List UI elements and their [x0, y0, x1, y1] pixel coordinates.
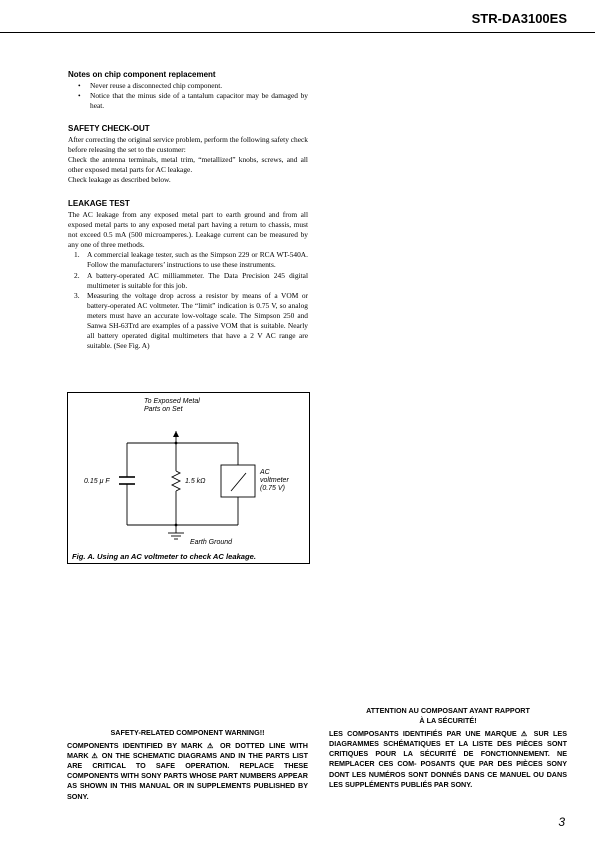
chip-notes-title: Notes on chip component replacement — [68, 70, 216, 79]
leakage-method-item — [68, 250, 308, 270]
item-number: 2. — [74, 270, 80, 280]
leakage-test-section — [68, 199, 308, 351]
probe-label-line2: Parts on Set — [144, 406, 183, 413]
item-number: 1. — [74, 250, 80, 260]
leakage-method-item — [68, 271, 308, 291]
safety-warning-en — [67, 728, 308, 802]
page-number: 3 — [558, 815, 565, 829]
voltmeter-label-line1: AC — [260, 469, 270, 476]
leakage-methods-list — [68, 250, 308, 351]
safety-check-text: Check the antenna terminals, metal trim, “metallized” knobs, screws, and all other exposed metal parts for AC leakage. — [68, 155, 308, 175]
resistor-zigzag — [172, 471, 180, 491]
warning-body-en: COMPONENTS IDENTIFIED BY MARK ⚠ OR DOTTED LINE WITH MARK ⚠ ON THE SCHEMATIC DIAGRAMS AND IN THE PARTS LIST ARE CRITICAL TO SAFE OPERATION. REPLACE THESE COMPONENTS WITH SONY PARTS WHOSE PART NUMBERS APPEAR AS SHOWN IN THIS MANUAL OR IN SUPPLEMENTS PUBLISHED BY SONY. — [67, 741, 308, 801]
junction-dot — [175, 442, 178, 445]
figure-caption: Fig. A. Using an AC voltmeter to check AC leakage. — [72, 552, 256, 561]
item-text: A commercial leakage tester, such as the Simpson 229 or RCA WT-540A. Follow the manufacturers’ instructions to use these instruments. — [87, 250, 308, 270]
safety-check-title: SAFETY CHECK-OUT — [68, 124, 150, 133]
model-number: STR-DA3100ES — [471, 11, 567, 26]
warning-title-fr-line1: ATTENTION AU COMPOSANT AYANT RAPPORT — [366, 706, 530, 715]
probe-arrow — [173, 431, 179, 437]
header-rule — [0, 32, 595, 33]
voltmeter-label-line2: voltmeter — [260, 477, 289, 484]
voltmeter-box — [221, 465, 255, 497]
safety-check-text: After correcting the original service problem, perform the following safety check before releasing the set to the customer: — [68, 135, 308, 155]
leakage-test-intro: The AC leakage from any exposed metal part to earth ground and from all exposed metal parts to any exposed metal part having a return to chassis, must not exceed 0.5 mA (500 microamperes.). Leakage current can be measured by any one of three methods. — [68, 210, 308, 250]
chip-notes-section — [68, 70, 308, 111]
warning-body-fr: LES COMPOSANTS IDENTIFIÉS PAR UNE MARQUE ⚠ SUR LES DIAGRAMMES SCHÉMATIQUES ET LA LISTE DES PIÈCES SONT CRITIQUES POUR LA SÉCURITÉ DE FONCTIONNEMENT. NE REMPLACER CES COM- POSANTS QUE PAR DES PIÈCES SONY DONT LES NUMÉROS SONT DONNÉS DANS CE MANUEL OU DANS LES SUPPLÉMENTS PUBLIÉS PAR SONY. — [329, 729, 567, 789]
voltmeter-label-line3: (0.75 V) — [260, 485, 285, 492]
item-text: A battery-operated AC milliammeter. The Data Precision 245 digital multimeter is suitable for this job. — [87, 270, 308, 290]
chip-note-item: • Notice that the minus side of a tantalum capacitor may be damaged by heat. — [68, 91, 308, 111]
item-text: Measuring the voltage drop across a resistor by means of a VOM or battery-operated AC voltmeter. The “limit” indication is 0.75 V, so analog meters must have an accurate low-voltage scale. The Simpson 250 and Sanwa SH-63Trd are examples of a passive VOM that is suitable. Nearly all battery operated digital multimeters that have a 2 V AC range are suitable. (See Fig. A) — [87, 290, 308, 351]
safety-check-section — [68, 124, 308, 185]
meter-needle — [231, 473, 246, 491]
probe-label-line1: To Exposed Metal — [144, 398, 200, 405]
warning-title-fr-line2: À LA SÉCURITÉ! — [419, 716, 477, 726]
capacitor-label: 0.15 μ F — [84, 478, 110, 485]
warning-title-en: SAFETY-RELATED COMPONENT WARNING!! — [110, 728, 265, 737]
leakage-test-title: LEAKAGE TEST — [68, 199, 130, 208]
junction-dot — [175, 524, 178, 527]
item-number: 3. — [74, 290, 80, 300]
figure-a-box — [67, 392, 310, 564]
chip-note-item: • Never reuse a disconnected chip component. — [68, 81, 308, 91]
ground-label: Earth Ground — [190, 539, 233, 546]
leakage-method-item — [68, 291, 308, 352]
safety-warning-fr — [329, 706, 567, 790]
resistor-label: 1.5 kΩ — [185, 478, 206, 485]
chip-notes-list — [68, 81, 308, 111]
safety-check-text: Check leakage as described below. — [68, 175, 171, 185]
